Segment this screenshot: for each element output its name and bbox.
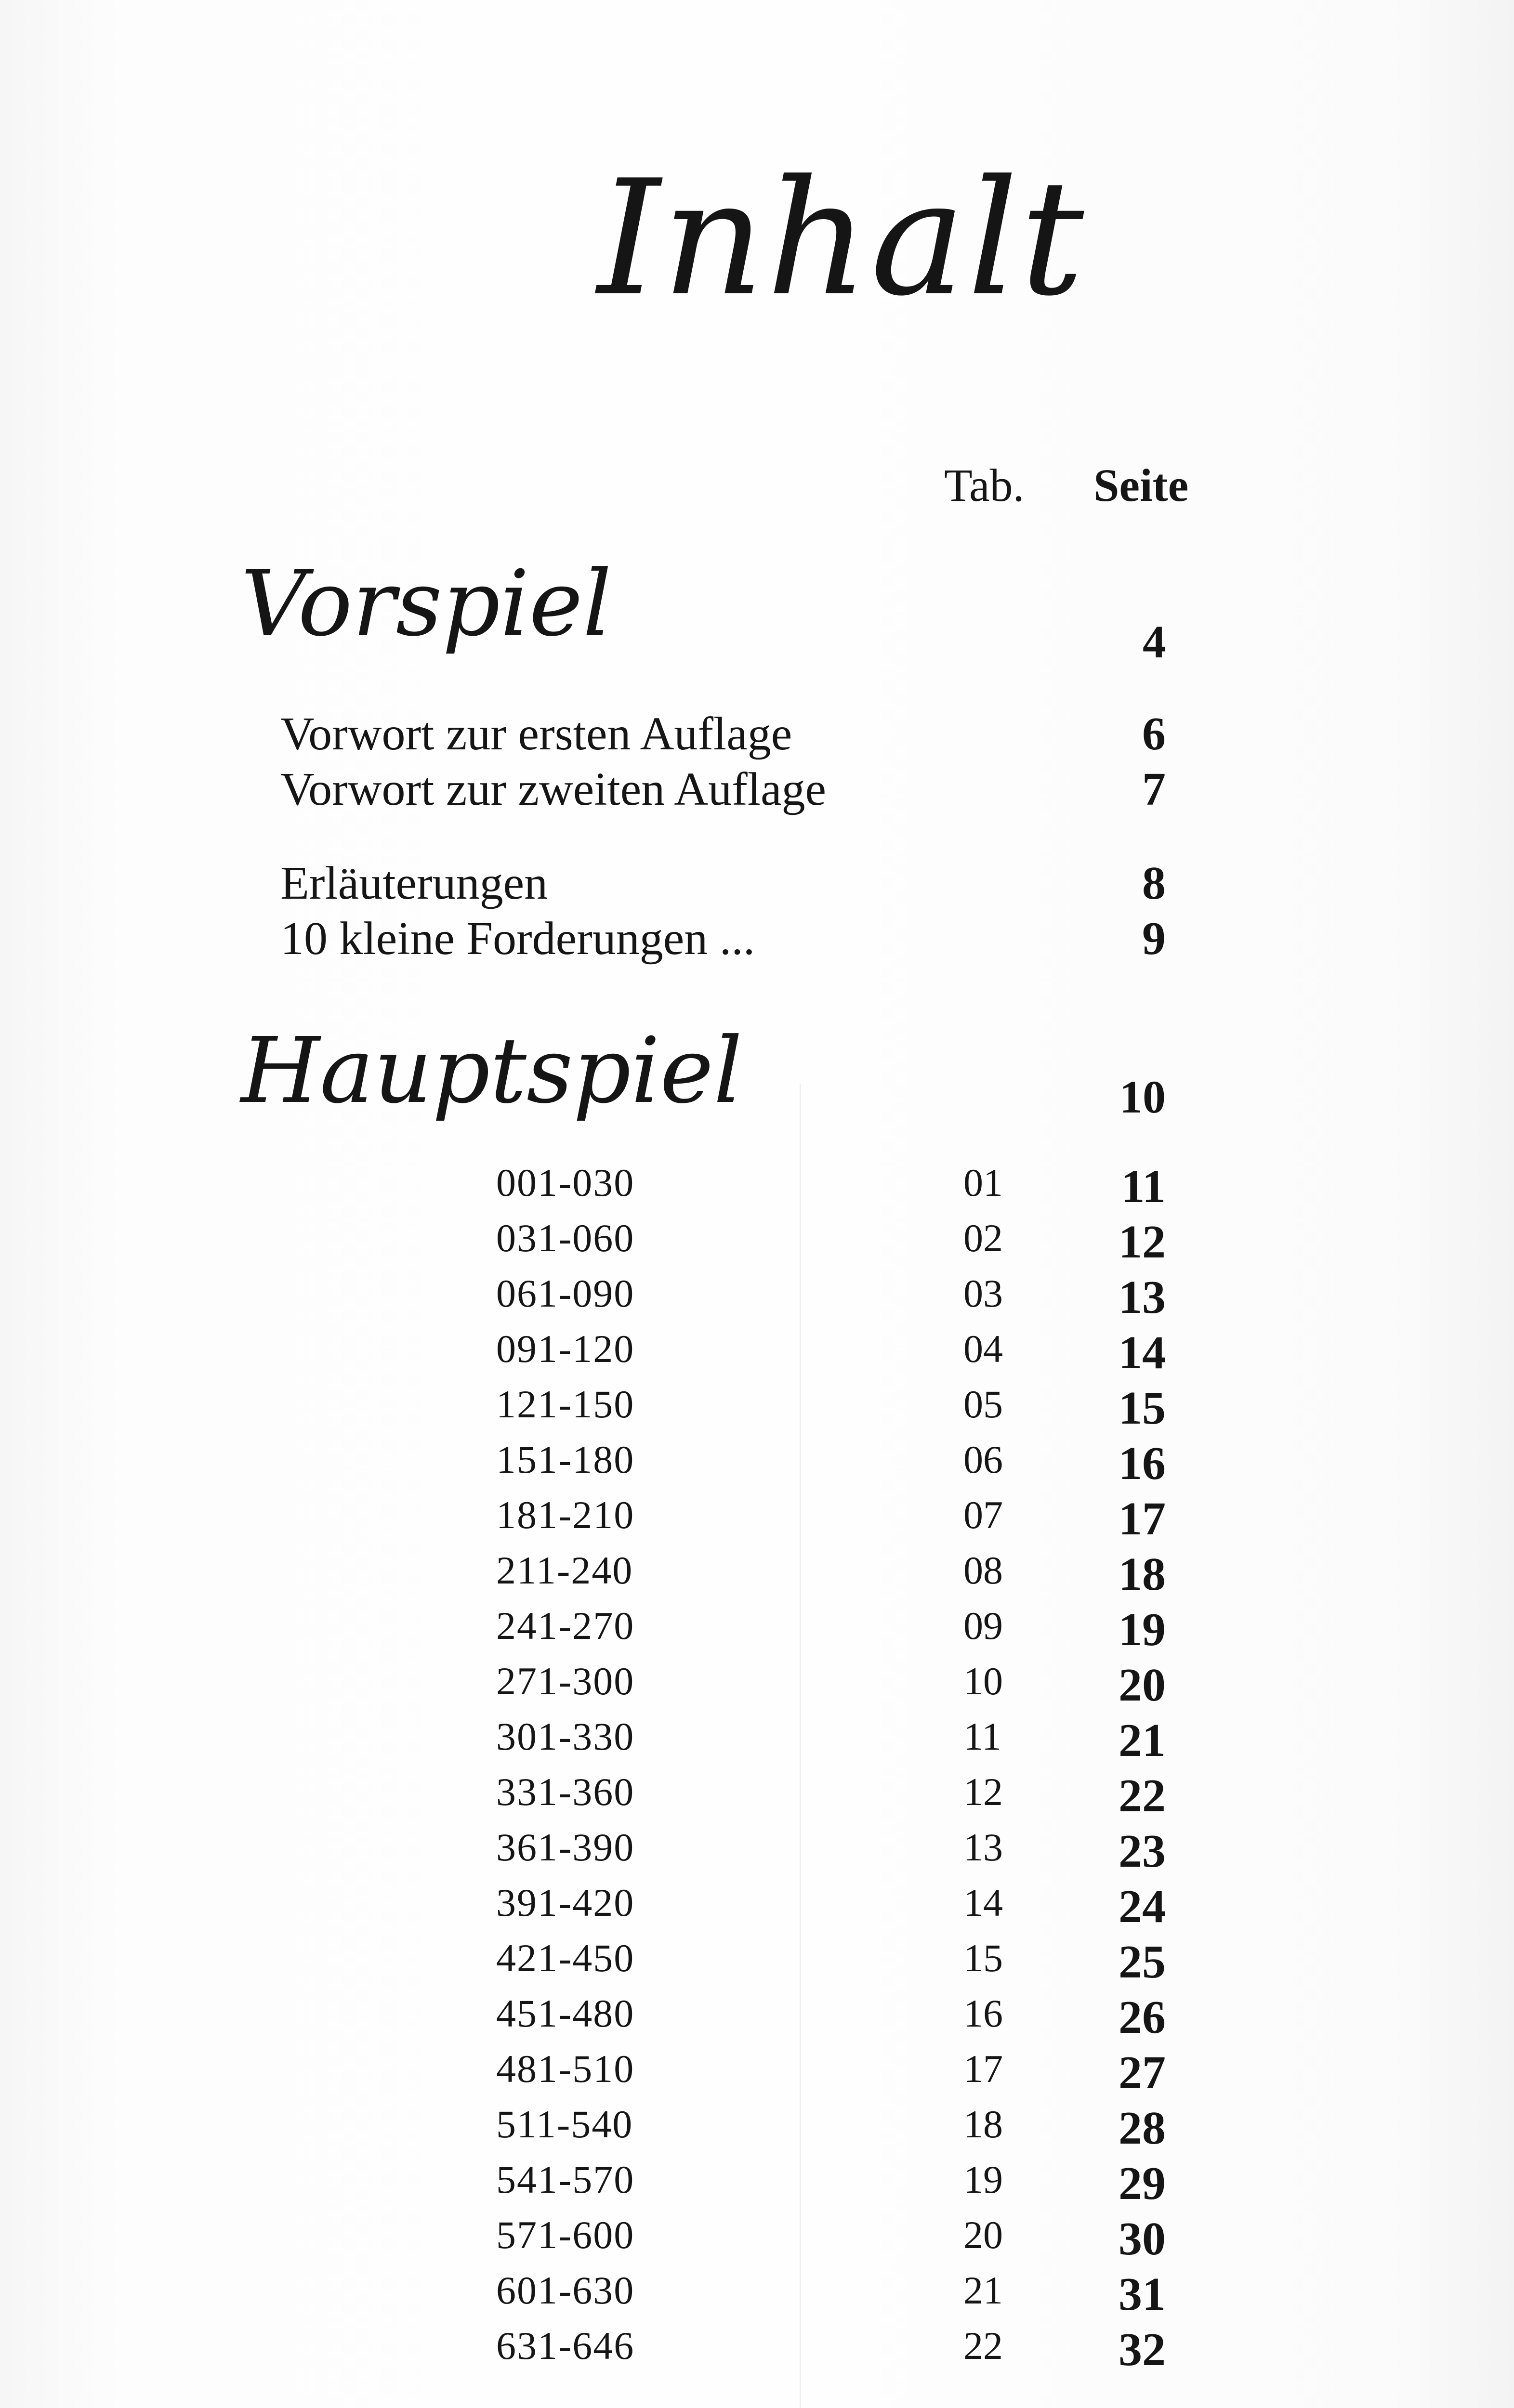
range-tab: 20 [963,2213,1003,2257]
range-page: 14 [1119,1327,1166,1379]
range-tab: 14 [963,1881,1003,1924]
toc-entry-page: 9 [1142,913,1166,965]
range-label: 421-450 [496,1936,635,1980]
range-page: 26 [1119,1991,1166,2043]
range-page: 27 [1119,2047,1166,2099]
toc-entry-label: Vorwort zur zweiten Auflage [280,763,826,815]
range-tab: 21 [963,2268,1003,2312]
range-label: 511-540 [496,2102,633,2146]
range-tab: 06 [963,1438,1003,1481]
range-label: 331-360 [496,1770,635,1814]
range-label: 361-390 [496,1825,635,1869]
range-page: 20 [1119,1659,1166,1711]
column-header-tab: Tab. [944,459,1025,511]
range-page: 17 [1119,1493,1166,1545]
range-tab: 09 [963,1604,1003,1648]
range-label: 061-090 [496,1271,635,1315]
range-tab: 01 [963,1161,1003,1204]
range-label: 391-420 [496,1881,635,1924]
toc-entry-page: 6 [1142,708,1166,760]
range-label: 301-330 [496,1714,635,1758]
range-label: 121-150 [496,1382,635,1426]
range-label: 211-240 [496,1548,633,1592]
range-tab: 08 [963,1548,1003,1592]
range-page: 22 [1119,1770,1166,1822]
range-tab: 13 [963,1825,1003,1869]
range-tab: 22 [963,2324,1003,2368]
range-page: 30 [1119,2213,1166,2265]
range-tab: 12 [963,1770,1003,1814]
toc-entry-label: Erläuterungen [280,857,548,909]
range-page: 16 [1119,1438,1166,1490]
range-label: 271-300 [496,1659,635,1703]
range-page: 13 [1119,1271,1166,1323]
toc-entry-label: 10 kleine Forderungen ... [280,913,755,965]
range-tab: 16 [963,1991,1003,2035]
range-label: 481-510 [496,2047,635,2091]
toc-entry-label: Vorwort zur ersten Auflage [280,708,792,760]
page-title: Inhalt [597,146,1086,331]
range-label: 151-180 [496,1438,635,1481]
range-tab: 18 [963,2102,1003,2146]
range-label: 601-630 [496,2268,635,2312]
range-page: 19 [1119,1604,1166,1656]
range-label: 091-120 [496,1327,635,1371]
section-page-hauptspiel: 10 [1119,1071,1166,1123]
range-label: 001-030 [496,1161,635,1204]
range-page: 29 [1119,2158,1166,2210]
range-tab: 05 [963,1382,1003,1426]
range-label: 241-270 [496,1604,635,1648]
range-tab: 07 [963,1493,1003,1537]
range-tab: 17 [963,2047,1003,2091]
column-header-seite: Seite [1093,459,1189,511]
range-page: 28 [1119,2102,1166,2154]
range-page: 21 [1119,1714,1166,1767]
section-title-hauptspiel: Hauptspiel [241,1018,743,1124]
range-page: 24 [1119,1881,1166,1933]
range-page: 15 [1119,1382,1166,1434]
toc-entry-page: 7 [1142,763,1166,815]
section-title-vorspiel: Vorspiel [241,551,612,656]
range-page: 31 [1119,2268,1166,2320]
range-page: 12 [1119,1216,1166,1268]
range-page: 25 [1119,1936,1166,1988]
range-page: 32 [1119,2324,1166,2376]
toc-entry-page: 8 [1142,857,1166,909]
range-tab: 03 [963,1271,1003,1315]
range-tab: 04 [963,1327,1003,1371]
range-label: 631-646 [496,2324,635,2368]
range-label: 181-210 [496,1493,635,1537]
range-tab: 02 [963,1216,1003,1260]
range-page: 23 [1119,1825,1166,1877]
range-label: 451-480 [496,1991,635,2035]
range-label: 571-600 [496,2213,635,2257]
range-tab: 10 [963,1659,1003,1703]
range-tab: 15 [963,1936,1003,1980]
range-tab: 19 [963,2158,1003,2201]
range-label: 031-060 [496,1216,635,1260]
page-fold-line [800,1084,801,2408]
range-label: 541-570 [496,2158,635,2201]
section-page-vorspiel: 4 [1143,616,1166,667]
range-tab: 11 [963,1714,1001,1758]
range-page: 18 [1119,1548,1166,1600]
range-page: 11 [1121,1161,1166,1213]
